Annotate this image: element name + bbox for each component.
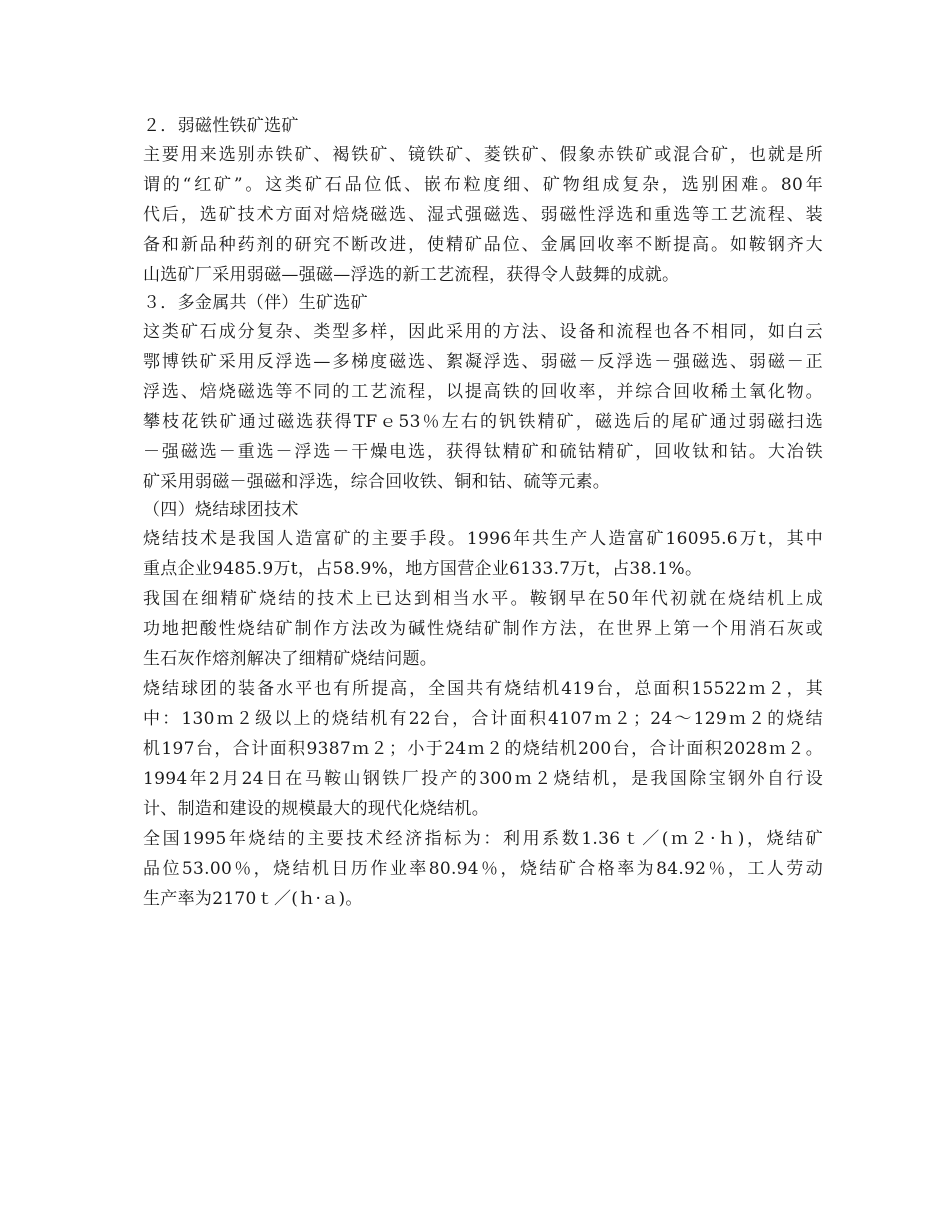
paragraph-line: 谓的“红矿”。这类矿石品位低、嵌布粒度细、矿物组成复杂，选别困难。80年 [143, 175, 823, 195]
document-page [143, 113, 823, 914]
paragraph [143, 674, 823, 824]
paragraph-line: 全国1995年烧结的主要技术经济指标为：利用系数1.36ｔ／(ｍ２·ｈ)，烧结矿 [143, 829, 823, 849]
paragraph-line: 主要用来选别赤铁矿、褐铁矿、镜铁矿、菱铁矿、假象赤铁矿或混合矿，也就是所 [143, 145, 823, 165]
paragraph-line: 生产率为2170ｔ／(ｈ·ａ)。 [143, 889, 363, 909]
paragraph-line: 重点企业9485.9万t，占58.9%，地方国营企业6133.7万t，占38.1%。 [143, 559, 703, 579]
paragraph [143, 317, 823, 497]
paragraph-line: 生石灰作熔剂解决了细精矿烧结问题。 [143, 649, 438, 669]
paragraph [143, 524, 823, 584]
paragraph-line: 这类矿石成分复杂、类型多样，因此采用的方法、设备和流程也各不相同，如白云 [143, 322, 823, 342]
paragraph-line: 代后，选矿技术方面对焙烧磁选、湿式强磁选、弱磁性浮选和重选等工艺流程、装 [143, 205, 823, 225]
paragraph [143, 824, 823, 914]
paragraph-line: 攀枝花铁矿通过磁选获得TFｅ53％左右的钒铁精矿，磁选后的尾矿通过弱磁扫选 [143, 412, 823, 432]
paragraph-line: 品位53.00％，烧结机日历作业率80.94％，烧结矿合格率为84.92％，工人劳动 [143, 859, 823, 879]
paragraph-line: 1994年2月24日在马鞍山钢铁厂投产的300ｍ２烧结机，是我国除宝钢外自行设 [143, 769, 823, 789]
paragraph-line: 烧结技术是我国人造富矿的主要手段。1996年共生产人造富矿16095.6万t，其中 [143, 529, 823, 549]
paragraph-line: 备和新品种药剂的研究不断改进，使精矿品位、金属回收率不断提高。如鞍钢齐大 [143, 235, 823, 255]
paragraph-line: 功地把酸性烧结矿制作方法改为碱性烧结矿制作方法，在世界上第一个用消石灰或 [143, 619, 823, 639]
paragraph-line: －强磁选－重选－浮选－干燥电选，获得钛精矿和硫钴精矿，回收钛和钴。大冶铁 [143, 442, 823, 462]
paragraph-line: 我国在细精矿烧结的技术上已达到相当水平。鞍钢早在50年代初就在烧结机上成 [143, 589, 823, 609]
paragraph-line: 鄂博铁矿采用反浮选—多梯度磁选、絮凝浮选、弱磁－反浮选－强磁选、弱磁－正 [143, 352, 823, 372]
paragraph-line: 中：130ｍ２级以上的烧结机有22台，合计面积4107ｍ２；24～129ｍ２的烧结 [143, 709, 823, 729]
section-heading: （四）烧结球团技术 [143, 500, 299, 520]
paragraph-line: 机197台，合计面积9387ｍ２；小于24ｍ２的烧结机200台，合计面积2028ｍ２。 [143, 739, 823, 759]
paragraph [143, 140, 823, 290]
paragraph [143, 584, 823, 674]
paragraph-line: 山选矿厂采用弱磁—强磁—浮选的新工艺流程，获得令人鼓舞的成就。 [143, 265, 680, 285]
paragraph-line: 烧结球团的装备水平也有所提高，全国共有烧结机419台，总面积15522ｍ２，其 [143, 679, 823, 699]
paragraph-line: 矿采用弱磁－强磁和浮选，综合回收铁、铜和钴、硫等元素。 [143, 472, 611, 492]
section-heading: ２．弱磁性铁矿选矿 [143, 116, 299, 136]
section-heading: ３．多金属共（伴）生矿选矿 [143, 293, 368, 313]
paragraph-line: 浮选、焙烧磁选等不同的工艺流程，以提高铁的回收率，并综合回收稀土氧化物。 [143, 382, 823, 402]
paragraph-line: 计、制造和建设的规模最大的现代化烧结机。 [143, 799, 489, 819]
